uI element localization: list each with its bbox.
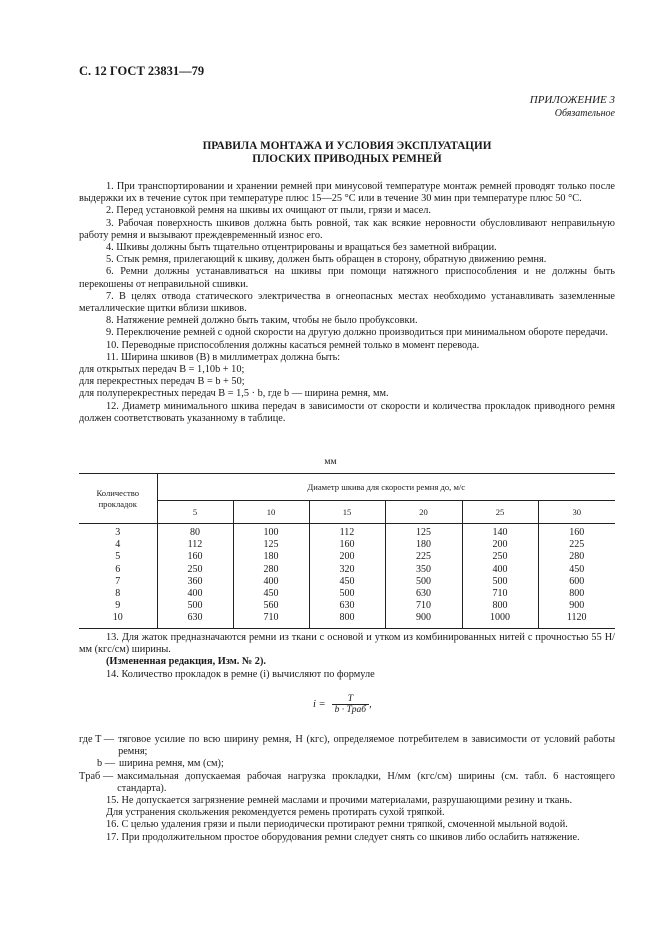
- legend-key: b —: [97, 758, 116, 770]
- formula-denominator: b · Tраб: [334, 705, 367, 715]
- diameter-cell: 250: [462, 551, 538, 563]
- speed-header: 10: [233, 501, 309, 524]
- diameter-cell: 180: [385, 539, 462, 551]
- appendix-label: [530, 93, 615, 121]
- diameter-cell: 710: [462, 588, 538, 600]
- formula-tail: ,: [369, 698, 372, 710]
- diameter-cell: 125: [233, 539, 309, 551]
- appendix-title: ПРИЛОЖЕНИЕ 3: [529, 94, 615, 106]
- paragraph-4: 4. Шкивы должны быть тщательно отцентрированы и вращаться без заметной вибрации.: [106, 242, 497, 254]
- legend-item-t: [79, 734, 615, 758]
- paragraph-1: 1. При транспортировании и хранении ремней при минусовой температуре монтаж ремней проводят только после выдержки их в течение суток при температуре плюс 15—25 °С или в течение 30 мин при температуре плюс 50 °С.: [79, 181, 615, 205]
- diameter-cell: 280: [233, 564, 309, 576]
- ply-count-cell: 7: [79, 576, 157, 588]
- diameter-cell: 100: [233, 524, 309, 540]
- legend-value: тяговое усилие по всю ширину ремня, Н (кгс), определяемое потребителем в зависимости от условий работы ремня;: [118, 734, 615, 758]
- speed-header: 15: [309, 501, 385, 524]
- diameter-cell: 112: [309, 524, 385, 540]
- rules-list: [79, 181, 615, 425]
- legend-value: ширина ремня, мм (см);: [119, 758, 224, 770]
- ply-count-cell: 10: [79, 612, 157, 628]
- speed-header-row: [79, 501, 615, 524]
- page-header: С. 12 ГОСТ 23831—79: [79, 64, 205, 78]
- paragraph-5: 5. Стык ремня, прилегающий к шкиву, должен быть обращен в сторону, обратную движению ремня.: [106, 254, 547, 266]
- ply-count-cell: 9: [79, 600, 157, 612]
- legend-item-traw: [79, 771, 615, 795]
- diameter-cell: 1120: [566, 612, 587, 624]
- diameter-cell: 500: [309, 588, 385, 600]
- paragraph-2: 2. Перед установкой ремня на шкивы их очищают от пыли, грязи и масел.: [106, 205, 431, 217]
- table-row: [79, 600, 615, 612]
- legend-item-b: [79, 758, 615, 770]
- diameter-cell: 1000: [462, 612, 538, 628]
- table-row: [79, 551, 615, 563]
- revision-note: (Измененная редакция, Изм. № 2).: [106, 656, 266, 668]
- diameter-cell: 560: [233, 600, 309, 612]
- diameter-cell: 180: [233, 551, 309, 563]
- width-half-cross: для полуперекрестных передач В = 1,5 · b, где b — ширина ремня, мм.: [79, 388, 389, 400]
- document-title: [79, 140, 615, 166]
- diameter-cell: 800: [569, 588, 585, 600]
- diameter-cell: 225: [385, 551, 462, 563]
- ply-count-cell: 3: [79, 524, 157, 540]
- paragraph-12: 12. Диаметр минимального шкива передач в зависимости от скорости и количества прокладок приводного ремня должен соответствовать указанному в таблице.: [79, 400, 615, 424]
- appendix-status: Обязательное: [554, 108, 615, 119]
- paragraph-7: 7. В целях отвода статического электричества в огнеопасных местах необходимо устанавливать заземленные металлические щитки вблизи шкивов.: [79, 290, 615, 315]
- diameter-cell: 350: [385, 564, 462, 576]
- pulley-diameter-table: [79, 473, 615, 629]
- formula-legend: [79, 734, 615, 795]
- diameter-cell: 200: [309, 551, 385, 563]
- paragraph-16: 16. С целью удаления грязи и пыли периодически протирают ремни тряпкой, смоченной мыльной водой.: [106, 819, 568, 831]
- diameter-cell: 360: [157, 576, 233, 588]
- diameter-cell: 800: [309, 612, 385, 628]
- table-row: [79, 539, 615, 551]
- paragraph-14: 14. Количество прокладок в ремне (i) вычисляют по формуле: [106, 668, 375, 680]
- speed-header: 25: [462, 501, 538, 524]
- diameter-cell: 200: [462, 539, 538, 551]
- table-body: [79, 524, 615, 629]
- diameter-cell: 160: [569, 527, 585, 538]
- formula-fraction: [332, 694, 369, 715]
- diameter-cell: 160: [157, 551, 233, 563]
- ply-count-cell: 5: [79, 551, 157, 563]
- diameter-cell: 400: [462, 564, 538, 576]
- diameter-cell: 225: [569, 539, 585, 551]
- diameter-cell: 80: [157, 524, 233, 540]
- paragraph-13: 13. Для жаток предназначаются ремни из ткани с основой и утком из комбинированных нитей с прочностью 55 Н/мм (кгс/см) ширины.: [79, 632, 615, 656]
- diameter-cell: 280: [569, 551, 585, 563]
- paragraph-3: 3. Рабочая поверхность шкивов должна быть ровной, так как всякие неровности обусловливают неправильную работу ремня и вызывают преждевременный износ его.: [79, 217, 615, 241]
- legend-value: максимальная допускаемая рабочая нагрузка прокладки, Н/мм (кгс/см) ширины (см. табл. 6 настоящего стандарта).: [117, 770, 615, 794]
- legend-key: где T —: [79, 734, 115, 745]
- paragraph-9: 9. Переключение ремней с одной скорости на другую должно производиться при минимальном обороте передачи.: [106, 327, 608, 339]
- diameter-cell: 630: [385, 588, 462, 600]
- diameter-cell: 450: [569, 563, 585, 575]
- diameter-cell: 450: [233, 588, 309, 600]
- diameter-cell: 160: [309, 539, 385, 551]
- ply-count-cell: 4: [79, 539, 157, 551]
- diameter-cell: 140: [462, 524, 538, 540]
- paragraph-17: 17. При продолжительном простое оборудования ремни следует снять со шкивов либо ослабить натяжение.: [106, 831, 580, 843]
- rules-list-continued: [79, 632, 615, 681]
- formula-lhs: i =: [313, 698, 326, 710]
- speed-header: 30: [572, 507, 582, 517]
- width-open: для открытых передач В = 1,10b + 10;: [79, 364, 245, 376]
- table-row: [79, 588, 615, 600]
- title-line-1: ПРАВИЛА МОНТАЖА И УСЛОВИЯ ЭКСПЛУАТАЦИИ: [202, 140, 492, 152]
- table-row: [79, 564, 615, 576]
- formula-numerator: T: [332, 694, 369, 705]
- diameter-cell: 320: [309, 564, 385, 576]
- diameter-cell: 400: [157, 588, 233, 600]
- col-header-diameter: Диаметр шкива для скорости ремня до, м/с: [157, 474, 615, 501]
- speed-header: 5: [157, 501, 233, 524]
- diameter-cell: 710: [233, 612, 309, 628]
- table-row: [79, 524, 615, 540]
- paragraph-8: 8. Натяжение ремней должно быть таким, чтобы не было пробуксовки.: [106, 315, 418, 327]
- diameter-cell: 900: [569, 600, 585, 612]
- diameter-cell: 250: [157, 564, 233, 576]
- paragraph-15-continued: Для устранения скольжения рекомендуется ремень протирать сухой тряпкой.: [106, 807, 445, 819]
- speed-header: 20: [385, 501, 462, 524]
- diameter-cell: 400: [233, 576, 309, 588]
- legend-key: Tраб —: [79, 770, 114, 782]
- paragraph-11: 11. Ширина шкивов (В) в миллиметрах должна быть:: [106, 351, 341, 363]
- ply-count-cell: 8: [79, 588, 157, 600]
- width-cross: для перекрестных передач В = b + 50;: [79, 376, 245, 388]
- table-row: [79, 612, 615, 628]
- diameter-cell: 500: [462, 576, 538, 588]
- rules-list-final: [79, 795, 615, 844]
- diameter-cell: 500: [157, 600, 233, 612]
- table-row: [79, 576, 615, 588]
- diameter-cell: 630: [157, 612, 233, 628]
- table-unit: мм: [324, 456, 337, 467]
- diameter-cell: 125: [385, 524, 462, 540]
- diameter-cell: 112: [157, 539, 233, 551]
- diameter-cell: 630: [309, 600, 385, 612]
- diameter-cell: 500: [385, 576, 462, 588]
- diameter-cell: 450: [309, 576, 385, 588]
- paragraph-10: 10. Переводные приспособления должны касаться ремней только в момент перевода.: [106, 339, 480, 351]
- paragraph-6: 6. Ремни должны устанавливаться на шкивы при помощи натяжного приспособления и не должны быть перекошены от неправильной сшивки.: [79, 266, 615, 290]
- diameter-cell: 900: [385, 612, 462, 628]
- diameter-cell: 800: [462, 600, 538, 612]
- paragraph-15: 15. Не допускается загрязнение ремней маслами и прочими материалами, разрушающими резину и ткань.: [106, 795, 573, 806]
- title-line-2: ПЛОСКИХ ПРИВОДНЫХ РЕМНЕЙ: [252, 153, 442, 165]
- col-header-plies: Количество прокладок: [79, 474, 157, 524]
- diameter-cell: 710: [385, 600, 462, 612]
- formula: [313, 694, 372, 715]
- diameter-cell: 600: [569, 575, 585, 587]
- ply-count-cell: 6: [79, 564, 157, 576]
